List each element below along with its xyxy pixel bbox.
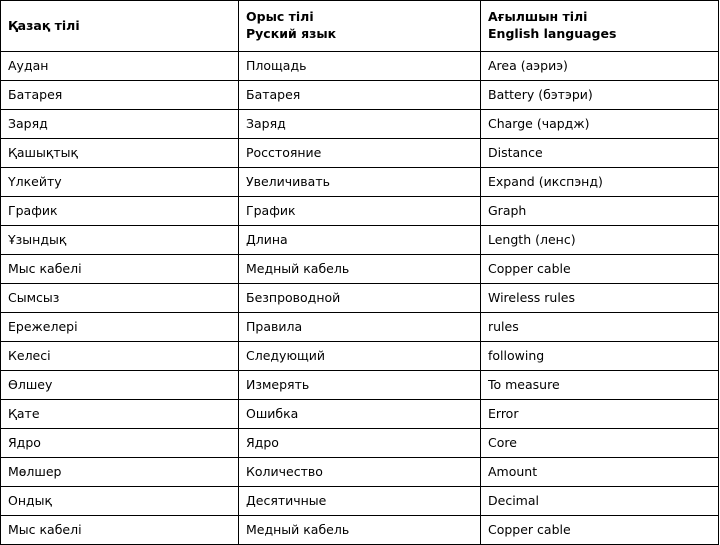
- cell-kazakh: Қате: [1, 399, 239, 428]
- cell-russian: Батарея: [239, 80, 481, 109]
- cell-english: To measure: [481, 370, 719, 399]
- cell-russian: Медный кабель: [239, 254, 481, 283]
- cell-kazakh: Мыс кабелі: [1, 254, 239, 283]
- cell-english: Area (аэриэ): [481, 51, 719, 80]
- cell-english: Graph: [481, 196, 719, 225]
- table-body: [1, 51, 719, 544]
- column-header-russian: [239, 1, 481, 52]
- cell-english: Amount: [481, 457, 719, 486]
- table-row: [1, 225, 719, 254]
- table-row: [1, 109, 719, 138]
- table-row: [1, 254, 719, 283]
- cell-english: Charge (чардж): [481, 109, 719, 138]
- table-row: [1, 51, 719, 80]
- cell-russian: Заряд: [239, 109, 481, 138]
- cell-english: Core: [481, 428, 719, 457]
- cell-kazakh: Қашықтық: [1, 138, 239, 167]
- cell-russian: Правила: [239, 312, 481, 341]
- cell-kazakh: Үлкейту: [1, 167, 239, 196]
- cell-english: Length (ленс): [481, 225, 719, 254]
- cell-english: Copper cable: [481, 515, 719, 544]
- column-header-english-line1: Ағылшын тілі: [488, 9, 588, 24]
- cell-kazakh: Мыс кабелі: [1, 515, 239, 544]
- cell-kazakh: Мөлшер: [1, 457, 239, 486]
- table-row: [1, 196, 719, 225]
- table-row: [1, 312, 719, 341]
- cell-kazakh: Келесі: [1, 341, 239, 370]
- cell-kazakh: Ережелері: [1, 312, 239, 341]
- cell-russian: Увеличивать: [239, 167, 481, 196]
- table-row: [1, 138, 719, 167]
- cell-russian: Длина: [239, 225, 481, 254]
- table-header: [1, 1, 719, 52]
- cell-kazakh: Батарея: [1, 80, 239, 109]
- table-row: [1, 486, 719, 515]
- table-row: [1, 457, 719, 486]
- column-header-english-line2: English languages: [488, 26, 617, 42]
- cell-russian: График: [239, 196, 481, 225]
- column-header-russian-line2: Руский язык: [246, 26, 337, 42]
- cell-russian: Десятичные: [239, 486, 481, 515]
- cell-english: Copper cable: [481, 254, 719, 283]
- cell-russian: Следующий: [239, 341, 481, 370]
- cell-russian: Ошибка: [239, 399, 481, 428]
- column-header-kazakh-line1: Қазақ тілі: [8, 17, 80, 33]
- cell-kazakh: Өлшеу: [1, 370, 239, 399]
- table-row: [1, 80, 719, 109]
- table-header-row: [1, 1, 719, 52]
- cell-russian: Безпроводной: [239, 283, 481, 312]
- cell-english: Error: [481, 399, 719, 428]
- cell-russian: Количество: [239, 457, 481, 486]
- cell-kazakh: Ядро: [1, 428, 239, 457]
- cell-russian: Росстояние: [239, 138, 481, 167]
- cell-kazakh: График: [1, 196, 239, 225]
- cell-kazakh: Заряд: [1, 109, 239, 138]
- cell-kazakh: Ондық: [1, 486, 239, 515]
- column-header-kazakh: [1, 1, 239, 52]
- cell-russian: Ядро: [239, 428, 481, 457]
- cell-english: Decimal: [481, 486, 719, 515]
- table-row: [1, 428, 719, 457]
- table-row: [1, 399, 719, 428]
- column-header-russian-line1: Орыс тілі: [246, 9, 314, 24]
- cell-english: rules: [481, 312, 719, 341]
- cell-kazakh: Сымсыз: [1, 283, 239, 312]
- cell-english: Distance: [481, 138, 719, 167]
- table-row: [1, 167, 719, 196]
- cell-english: Expand (икспэнд): [481, 167, 719, 196]
- cell-english: following: [481, 341, 719, 370]
- cell-kazakh: Ұзындық: [1, 225, 239, 254]
- cell-kazakh: Аудан: [1, 51, 239, 80]
- cell-english: Battery (бэтэри): [481, 80, 719, 109]
- table-row: [1, 341, 719, 370]
- column-header-english: [481, 1, 719, 52]
- cell-english: Wireless rules: [481, 283, 719, 312]
- cell-russian: Медный кабель: [239, 515, 481, 544]
- table-row: [1, 370, 719, 399]
- cell-russian: Площадь: [239, 51, 481, 80]
- table-row: [1, 283, 719, 312]
- cell-russian: Измерять: [239, 370, 481, 399]
